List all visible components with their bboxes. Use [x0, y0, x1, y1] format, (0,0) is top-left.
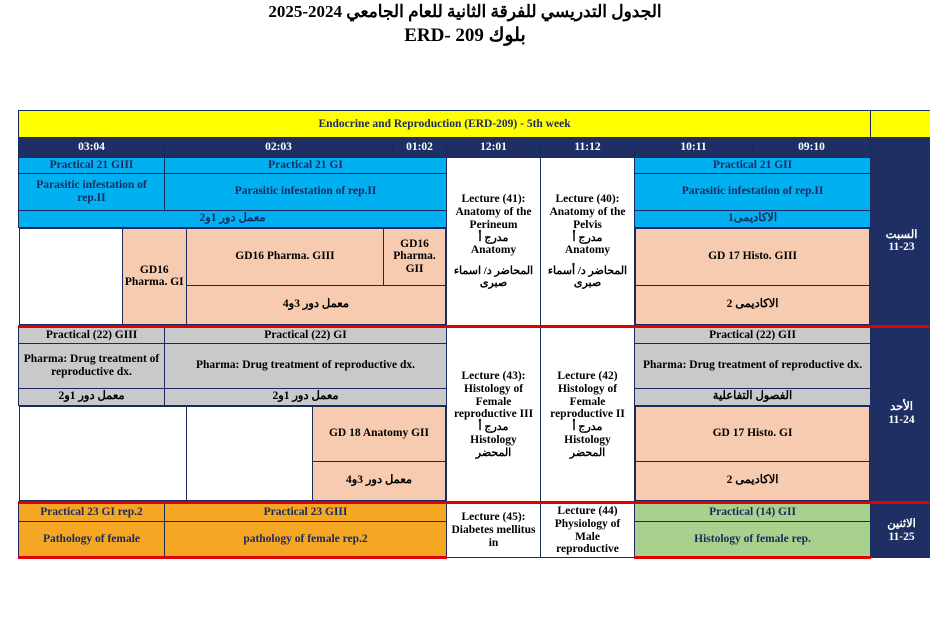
- mon-topic-giii: pathology of female rep.2: [165, 522, 447, 558]
- block-title: Endocrine and Reproduction (ERD-209) - 5th week: [19, 111, 871, 138]
- sat-lec41-subject: Anatomy of the Perineum: [455, 206, 532, 231]
- sun-gd-left-table: [19, 406, 447, 501]
- mon-lec44-title: Lecture (44): [557, 504, 618, 517]
- sat-lec40-hall: مدرج أ: [572, 231, 603, 244]
- sat-lab-right: الاكاديمى1: [635, 210, 871, 227]
- day-cell-monday: [871, 502, 930, 558]
- sat-lab-floor34: معمل دور 3و4: [186, 285, 445, 324]
- page-header: [0, 0, 930, 47]
- monday-date: 11-25: [888, 530, 915, 543]
- sun-lecture-43: [447, 326, 541, 502]
- sat-lec40-staff: المحاضر د/ أسماء صبرى: [547, 265, 628, 290]
- mon-lecture-44: [541, 502, 635, 558]
- time-slot-1112: 11:12: [541, 138, 635, 158]
- header-line-1: الجدول التدريسي للفرقة الثانية للعام الجامعي 2024-2025: [268, 2, 662, 21]
- sun-lab-left: معمل دور 1و2: [19, 388, 165, 405]
- sun-lec42-dept: Histology: [564, 433, 611, 446]
- mon-practical-gi: Practical 23 GI rep.2: [19, 502, 165, 522]
- sun-gd-right-row-1: [636, 406, 870, 461]
- sat-practical-giii: Practical 21 GIII: [19, 158, 165, 174]
- time-slot-1011: 10:11: [635, 138, 753, 158]
- sat-lec40-dept: Anatomy: [564, 244, 611, 257]
- sat-practical-gi: Practical 21 GI: [165, 158, 447, 174]
- header-line-2: بلوك ERD- 209: [404, 25, 526, 46]
- sat-lec40-subject: Anatomy of the Pelvis: [549, 206, 626, 231]
- sun-lecture-42: [541, 326, 635, 502]
- sun-empty-cell-2: [186, 406, 312, 500]
- sat-topic-gi: Parasitic infestation of rep.II: [165, 173, 447, 210]
- sun-gd-left-row-1: [19, 406, 446, 461]
- sun-lec42-subject: Histology of Female reproductive II: [550, 382, 625, 421]
- sun-topic-giii: Pharma: Drug treatment of reproductive dx.: [19, 343, 165, 388]
- sat-topic-giii: Parasitic infestation of rep.II: [19, 173, 165, 210]
- sat-gd-left-table: [19, 228, 447, 325]
- sun-academy-2: الاكاديمى 2: [636, 461, 870, 500]
- sun-gd-right-row-2: [636, 461, 870, 500]
- time-slot-0203: 02:03: [165, 138, 393, 158]
- mon-lec44-subject: Physiology of Male reproductive: [554, 517, 621, 556]
- sun-empty-cell-1: [19, 406, 186, 500]
- mon-lec45-subject: Diabetes mellitus in: [451, 524, 536, 549]
- sun-practical-giii: Practical (22) GIII: [19, 326, 165, 343]
- sat-academy-2: الاكاديمى 2: [636, 285, 870, 324]
- sat-gd-left-container: [19, 227, 447, 326]
- time-slot-0910: 09:10: [753, 138, 871, 158]
- mon-lec45-title: Lecture (45):: [461, 511, 526, 524]
- sun-practical-gii: Practical (22) GII: [635, 326, 871, 343]
- sat-gd16-giii: GD16 Pharma. GIII: [186, 228, 383, 285]
- sat-gd17-giii: GD 17 Histo. GIII: [636, 228, 870, 285]
- time-slot-0304: 03:04: [19, 138, 165, 158]
- saturday-name: السبت: [885, 228, 918, 241]
- sat-gd-right-row-2: [636, 285, 870, 324]
- monday-name: الاثنين: [887, 517, 916, 530]
- sun-lec42-staff: المحضر: [569, 446, 606, 459]
- mon-practical-giii: Practical 23 GIII: [165, 502, 447, 522]
- time-slot-0102: 01:02: [393, 138, 447, 158]
- sun-gd-right-container: [635, 405, 871, 502]
- sat-lec41-staff: المحاضر د/ اسماء صبرى: [453, 265, 534, 290]
- sat-lec41-dept: Anatomy: [470, 244, 517, 257]
- sunday-practical-header-row: [19, 326, 930, 343]
- sun-lec43-title: Lecture (43):: [461, 369, 526, 382]
- day-cell-sunday: [871, 326, 930, 502]
- sun-gd-left-container: [19, 405, 447, 502]
- sat-lab-left: معمل دور 1و2: [19, 210, 447, 227]
- sun-lec43-dept: Histology: [470, 433, 517, 446]
- sun-gd18-anatomy: GD 18 Anatomy GII: [312, 406, 445, 461]
- sun-topic-gii: Pharma: Drug treatment of reproductive dx.: [635, 343, 871, 388]
- sat-gd-left-row-1: [19, 228, 446, 285]
- sat-empty-cell: [19, 228, 122, 324]
- sat-lecture-41: [447, 158, 541, 327]
- sun-gd17-gi: GD 17 Histo. GI: [636, 406, 870, 461]
- saturday-practical-header-row: [19, 158, 930, 174]
- sun-lab-right: الفصول التفاعلية: [635, 388, 871, 405]
- sun-lab-mid: معمل دور 1و2: [165, 388, 447, 405]
- sat-lec41-hall: مدرج أ: [478, 231, 509, 244]
- sat-gd-right-container: [635, 227, 871, 326]
- sat-gd16-gi: GD16 Pharma. GI: [122, 228, 186, 324]
- sat-practical-gii: Practical 21 GII: [635, 158, 871, 174]
- sun-lec43-hall: مدرج أ: [478, 421, 509, 434]
- sat-topic-gii: Parasitic infestation of rep.II: [635, 173, 871, 210]
- time-slot-1201: 12:01: [447, 138, 541, 158]
- schedule-table-wrapper: [18, 110, 918, 559]
- sun-lec42-title: Lecture (42): [557, 369, 618, 382]
- sun-lec43-subject: Histology of Female reproductive III: [453, 382, 534, 421]
- sat-gd16-gii: GD16 Pharma. GII: [384, 228, 446, 285]
- schedule-table: [18, 110, 930, 559]
- sun-gd-right-table: [635, 406, 870, 501]
- mon-topic-gi: Pathology of female: [19, 522, 165, 558]
- day-cell-saturday: [871, 158, 930, 327]
- mon-lecture-45: [447, 502, 541, 558]
- sat-lec40-title: Lecture (40):: [555, 193, 620, 206]
- sun-lec43-staff: المحضر: [475, 446, 512, 459]
- monday-practical-header-row: [19, 502, 930, 522]
- sat-lecture-40: [541, 158, 635, 327]
- sat-lec41-title: Lecture (41):: [461, 193, 526, 206]
- mon-practical-gii: Practical (14) GII: [635, 502, 871, 522]
- sun-topic-gi: Pharma: Drug treatment of reproductive dx.: [165, 343, 447, 388]
- sun-practical-gi: Practical (22) GI: [165, 326, 447, 343]
- saturday-date: 11-23: [888, 241, 915, 254]
- sun-lab-floor34: معمل دور 3و4: [312, 461, 445, 500]
- mon-topic-gii: Histology of female rep.: [635, 522, 871, 558]
- sat-gd-right-row-1: [636, 228, 870, 285]
- table-title-row: [19, 111, 930, 138]
- time-header-corner: [871, 138, 930, 158]
- title-corner: [871, 111, 930, 138]
- sunday-date: 11-24: [888, 414, 915, 427]
- sun-lec42-hall: مدرج أ: [572, 421, 603, 434]
- sunday-name: الأحد: [890, 401, 913, 414]
- sat-gd-right-table: [635, 228, 870, 325]
- time-header-row: [19, 138, 930, 158]
